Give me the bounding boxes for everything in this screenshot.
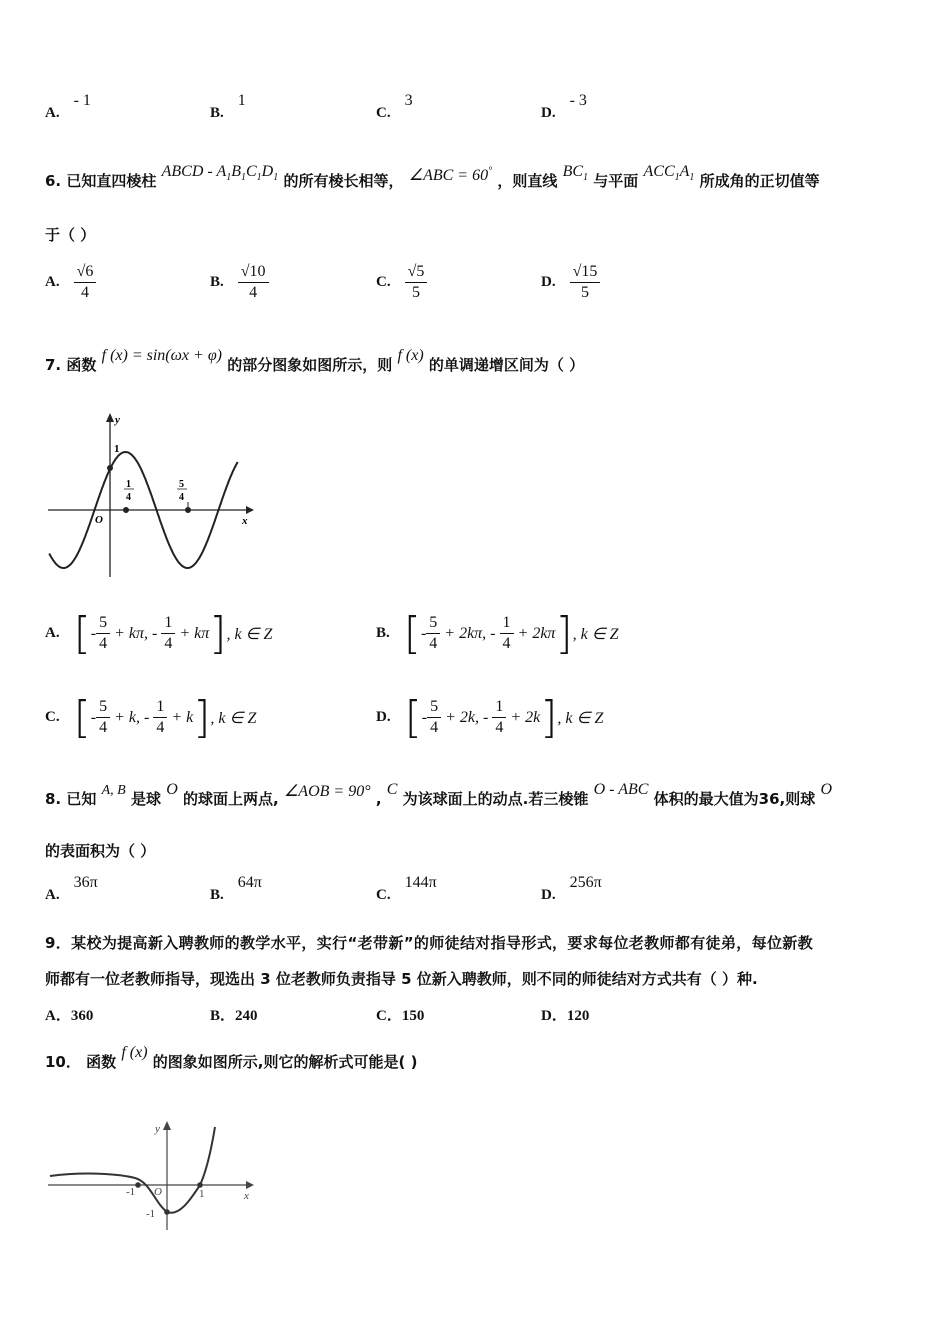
fraction-denominator: 4 xyxy=(80,284,89,301)
fraction-numerator: √10 xyxy=(238,262,269,283)
fraction-numerator: 1 xyxy=(492,697,506,718)
option-value: 64π xyxy=(237,874,262,891)
x-axis-label: x xyxy=(242,515,248,527)
option-label: C. xyxy=(376,104,391,121)
option-label: D. xyxy=(541,274,556,290)
fraction-denominator: 4 xyxy=(249,284,258,301)
middle-term: + kπ, - xyxy=(110,624,162,642)
q7-text-2: 的部分图象如图所示，则 xyxy=(227,356,393,374)
middle-term: + k, - xyxy=(110,708,154,726)
fraction-numerator: 5 xyxy=(96,613,110,634)
q7-sine-graph xyxy=(40,405,265,585)
middle-term: + 2k, - xyxy=(441,708,493,726)
frac-1 xyxy=(96,697,110,738)
fraction-denominator: 4 xyxy=(429,635,438,652)
end-term: + 2kπ xyxy=(513,624,556,642)
q6-text-2: 的所有棱长相等， xyxy=(283,172,404,190)
q8-pyramid: O - ABC xyxy=(593,781,649,798)
option-fraction xyxy=(570,262,601,303)
tick-5-4-den: 4 xyxy=(179,492,184,503)
y-intercept-point xyxy=(107,465,113,471)
middle-term: + 2kπ, - xyxy=(440,624,500,642)
option-fraction xyxy=(74,262,97,303)
q6-plane: $ACC_1A_1$ xyxy=(643,163,695,184)
option-value: 3 xyxy=(404,92,413,109)
y-axis-arrow xyxy=(106,413,114,422)
function-curve xyxy=(50,1127,215,1213)
q7-stem xyxy=(45,347,585,375)
end-term: + 2k xyxy=(506,708,541,726)
minus: - xyxy=(421,708,428,726)
frac-2 xyxy=(153,697,167,738)
domain-tail: , k ∈ Z xyxy=(210,709,257,727)
y-axis-arrow xyxy=(163,1121,171,1130)
q8-text-6: 体积的最大值为36,则球 xyxy=(653,790,816,808)
q9-option-d[interactable] xyxy=(541,1004,589,1025)
option-value: 256π xyxy=(569,874,602,891)
q7-function-2: f (x) xyxy=(397,347,424,364)
q8-option-d[interactable] xyxy=(541,874,602,904)
fraction-denominator: 5 xyxy=(411,284,420,301)
neg-one-y-label: -1 xyxy=(146,1208,156,1220)
q8-sphere-o: O xyxy=(166,781,178,798)
q8-points: A, B xyxy=(101,783,126,798)
q9-option-c[interactable] xyxy=(376,1004,424,1025)
q7-option-c[interactable] xyxy=(45,692,256,743)
fraction-denominator: 4 xyxy=(156,719,165,736)
option-value: - 3 xyxy=(569,92,587,109)
frac-1 xyxy=(426,613,440,654)
fraction-numerator: √5 xyxy=(405,262,428,283)
q6-option-c[interactable] xyxy=(376,262,427,303)
option-label: B. xyxy=(210,104,224,121)
option-value: 240 xyxy=(235,1008,258,1024)
option-label: B． xyxy=(210,1008,236,1024)
q8-text-2: 是球 xyxy=(130,790,161,808)
q6-prism-text: ABCD - A xyxy=(161,163,227,180)
q10-text-2: 的图象如图所示,则它的解析式可能是( ) xyxy=(152,1053,418,1071)
q5-option-c[interactable] xyxy=(376,92,413,122)
fraction-numerator: √6 xyxy=(74,262,97,283)
y-axis-label: y xyxy=(115,414,120,426)
fraction-numerator: 1 xyxy=(161,613,175,634)
option-label: D． xyxy=(541,1008,567,1024)
q8-option-b[interactable] xyxy=(210,874,262,904)
option-label: A. xyxy=(45,886,60,903)
frac-2 xyxy=(492,697,506,738)
frac-2 xyxy=(500,613,514,654)
tick-1-4-den: 4 xyxy=(126,492,131,503)
fraction-numerator: 1 xyxy=(500,613,514,634)
tick-1-4-num: 1 xyxy=(126,479,131,490)
q7-text-3: 的单调递增区间为（ ） xyxy=(428,356,585,374)
left-bracket: [ xyxy=(404,692,422,743)
minus: - xyxy=(90,624,97,642)
q9-option-a[interactable] xyxy=(45,1004,93,1025)
question-number: 7. xyxy=(45,356,62,374)
option-value: 360 xyxy=(70,1008,94,1024)
option-value: 36π xyxy=(73,874,98,891)
option-value: 150 xyxy=(401,1008,425,1024)
q6-angle-text: ∠ABC = 60 xyxy=(408,167,489,184)
end-term: + kπ xyxy=(175,624,210,642)
option-label: C. xyxy=(376,274,391,290)
q6-angle: ∠ABC = 60° xyxy=(408,165,493,184)
q6-option-d[interactable] xyxy=(541,262,600,303)
fraction-numerator: 5 xyxy=(426,613,440,634)
q10-function: f (x) xyxy=(121,1044,148,1061)
option-label: A． xyxy=(45,1008,71,1024)
q5-option-d[interactable] xyxy=(541,92,587,122)
option-value: 120 xyxy=(566,1008,590,1024)
q10-text-1: 函数 xyxy=(86,1053,117,1071)
option-fraction xyxy=(405,262,428,303)
q6-text-4: 与平面 xyxy=(593,172,639,190)
q8-text-5: 为该球面上的动点.若三棱锥 xyxy=(402,790,589,808)
fraction-numerator: 5 xyxy=(96,697,110,718)
q7-option-d[interactable] xyxy=(376,692,603,743)
fraction-numerator: 5 xyxy=(427,697,441,718)
q6-option-b[interactable] xyxy=(210,262,269,303)
q6-stem-cont: 于（ ） xyxy=(45,226,96,244)
option-label: C． xyxy=(376,1008,402,1024)
one-x-label: 1 xyxy=(199,1188,205,1200)
domain-tail: , k ∈ Z xyxy=(226,625,273,643)
option-label: A. xyxy=(45,104,60,121)
origin-label: O xyxy=(95,514,103,526)
option-value: 1 xyxy=(237,92,246,109)
q6-plane-text: ACC xyxy=(643,163,675,180)
left-bracket: [ xyxy=(73,692,91,743)
zero-point-1 xyxy=(123,507,129,513)
fraction-denominator: 4 xyxy=(99,635,108,652)
x-axis-arrow xyxy=(246,1181,254,1189)
q8-point-c: C xyxy=(386,781,398,798)
frac-1 xyxy=(427,697,441,738)
right-bracket: ] xyxy=(540,692,558,743)
option-label: C. xyxy=(376,886,391,903)
q8-option-a[interactable] xyxy=(45,874,98,904)
q7-option-b[interactable] xyxy=(376,608,619,659)
right-bracket: ] xyxy=(209,608,227,659)
q9-stem-line-1: 9．某校为提高新入聘教师的教学水平，实行“老带新”的师徒结对指导形式，要求每位老教师都有徒弟，每位新教 xyxy=(45,934,814,952)
option-label: A. xyxy=(45,625,60,641)
option-fraction xyxy=(238,262,269,303)
x-axis-label: x xyxy=(244,1190,249,1202)
q6-text-5: 所成角的正切值等 xyxy=(699,172,820,190)
q6-line-text: BC xyxy=(562,163,584,180)
q5-option-b[interactable] xyxy=(210,92,246,122)
q6-line: $BC_1$ xyxy=(562,163,589,184)
option-label: B. xyxy=(210,886,224,903)
q6-prism: ABCD - $A_1B_1C_1D_1$ xyxy=(161,163,279,184)
q8-sphere-o-2: O xyxy=(820,781,833,798)
fraction-denominator: 4 xyxy=(502,635,511,652)
q7-function: f (x) = sin(ωx + φ) xyxy=(101,347,222,364)
q8-text-3: 的球面上两点, xyxy=(183,790,279,808)
question-number: 6. xyxy=(45,172,62,190)
root-point-neg1 xyxy=(135,1182,141,1188)
option-label: A. xyxy=(45,274,60,290)
domain-tail: , k ∈ Z xyxy=(572,625,619,643)
fraction-denominator: 4 xyxy=(99,719,108,736)
question-number: 8. xyxy=(45,790,62,808)
option-label: D. xyxy=(541,104,556,121)
domain-tail: , k ∈ Z xyxy=(557,709,604,727)
tick-5-4-num: 5 xyxy=(179,479,184,490)
y-intercept-point xyxy=(164,1209,170,1215)
q8-option-c[interactable] xyxy=(376,874,437,904)
fraction-denominator: 4 xyxy=(495,719,504,736)
frac-2 xyxy=(161,613,175,654)
q8-angle: ∠AOB = 90° xyxy=(283,783,371,800)
option-value: - 1 xyxy=(73,92,91,109)
q9-stem-line-2: 师都有一位老教师指导，现选出 3 位老教师负责指导 5 位新入聘教师，则不同的师徒结对方式共有（ ）种. xyxy=(45,970,758,988)
fraction-numerator: √15 xyxy=(570,262,601,283)
option-label: D. xyxy=(541,886,556,903)
minus: - xyxy=(90,708,97,726)
left-bracket: [ xyxy=(73,608,91,659)
fraction-denominator: 5 xyxy=(580,284,589,301)
q5-option-a[interactable] xyxy=(45,92,91,122)
left-bracket: [ xyxy=(403,608,421,659)
option-label: C. xyxy=(45,709,60,725)
right-bracket: ] xyxy=(193,692,211,743)
one-label: 1 xyxy=(114,443,120,455)
q6-option-a[interactable] xyxy=(45,262,96,303)
minus: - xyxy=(420,624,427,642)
option-label: B. xyxy=(376,625,390,641)
q6-text-1: 已知直四棱柱 xyxy=(66,172,157,190)
option-value: 144π xyxy=(404,874,437,891)
q9-option-b[interactable] xyxy=(210,1004,258,1025)
right-bracket: ] xyxy=(555,608,573,659)
q8-text-4: , xyxy=(375,790,382,808)
neg-one-x-label: -1 xyxy=(126,1186,136,1198)
question-number: 10． xyxy=(45,1053,81,1071)
q7-text-1: 函数 xyxy=(66,356,97,374)
q6-stem xyxy=(45,163,820,193)
root-point-1 xyxy=(197,1182,203,1188)
q8-stem-cont: 的表面积为（ ） xyxy=(45,842,156,860)
fraction-denominator: 4 xyxy=(430,719,439,736)
fraction-numerator: 1 xyxy=(153,697,167,718)
q6-text-3: ，则直线 xyxy=(497,172,558,190)
q10-function-graph xyxy=(40,1115,265,1235)
origin-label: O xyxy=(154,1186,162,1198)
q7-option-a[interactable] xyxy=(45,608,272,659)
x-axis-arrow xyxy=(246,506,254,514)
option-label: D. xyxy=(376,709,391,725)
y-axis-label: y xyxy=(155,1123,160,1135)
q10-stem xyxy=(45,1044,418,1072)
q8-text-1: 已知 xyxy=(66,790,97,808)
fraction-denominator: 4 xyxy=(164,635,173,652)
q8-stem xyxy=(45,781,833,809)
option-label: B. xyxy=(210,274,224,290)
frac-1 xyxy=(96,613,110,654)
end-term: + k xyxy=(167,708,194,726)
